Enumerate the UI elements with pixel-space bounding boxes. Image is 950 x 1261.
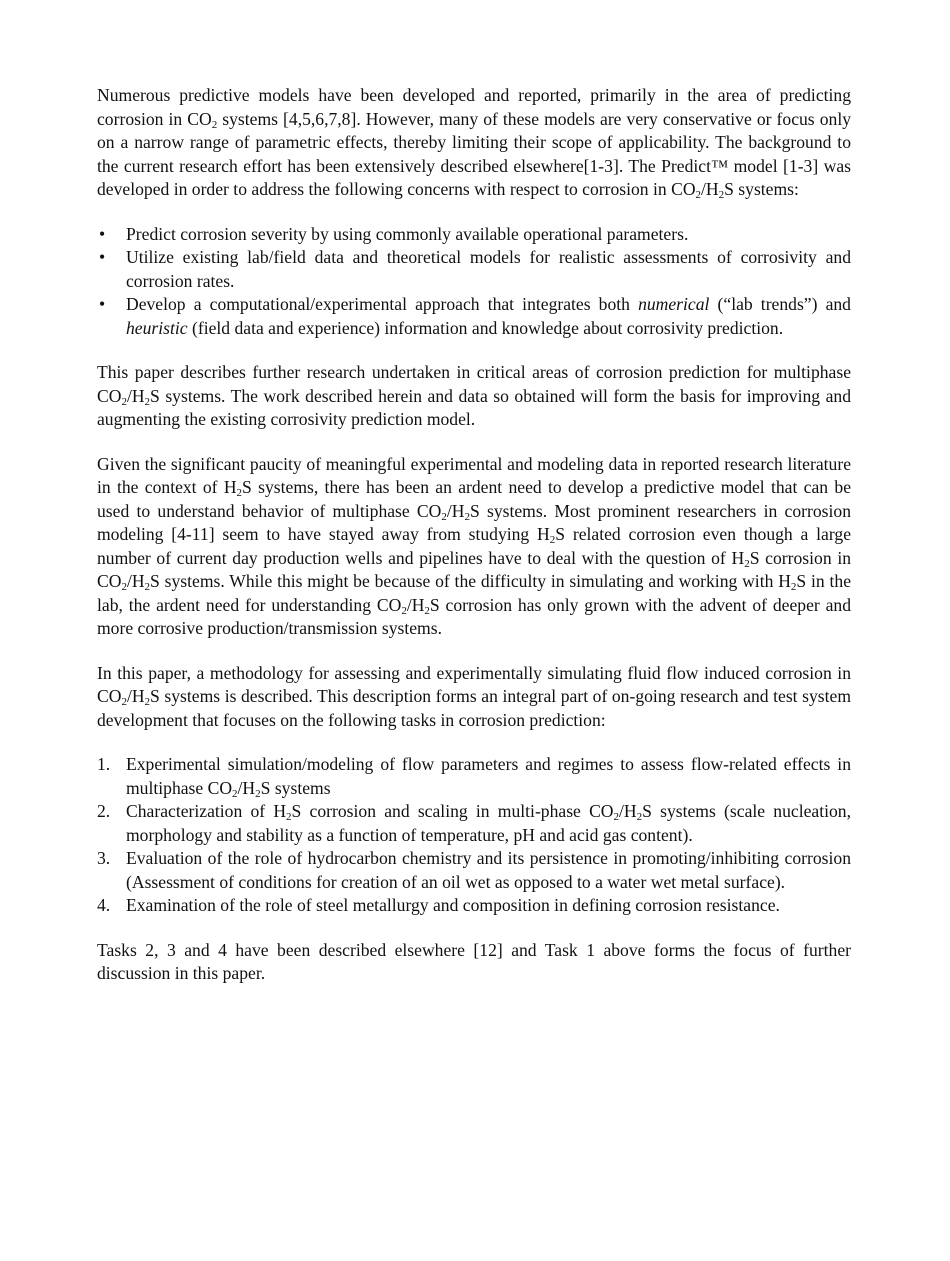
bullet-icon: • xyxy=(99,294,106,314)
text-run: /H xyxy=(619,801,637,821)
text-run: /H xyxy=(237,777,256,798)
text-run: S systems. While this might be because of the difficulty in simulating and working with H xyxy=(150,571,791,591)
text-run: S systems (scale nucleation, morphology and stability as a function of temperature, pH and acid gas content). xyxy=(126,801,851,845)
text-run: Given the significant paucity of meaningful experimental and modeling data in reported research literature in the context of H xyxy=(97,453,851,497)
text-run: /H xyxy=(406,594,425,615)
subscript-text: 2 xyxy=(790,581,797,593)
task-item xyxy=(97,753,851,800)
text-run: S systems xyxy=(260,777,331,798)
bullet-item xyxy=(97,293,851,340)
subscript-text: 2 xyxy=(121,581,127,593)
text-run: Evaluation of the role of hydrocarbon chemistry and its persistence in promoting/inhibiting corrosion (Assessment of conditions for creation of an oil wet as opposed to a water wet metal surface). xyxy=(126,848,851,892)
text-run: /H xyxy=(446,500,465,521)
text-run: (field data and experience) information and knowledge about corrosivity prediction. xyxy=(187,317,784,338)
bullet-icon: • xyxy=(99,247,106,267)
subscript-text: 2 xyxy=(441,510,447,523)
task-number: 1. xyxy=(97,754,111,774)
task-number: 3. xyxy=(97,848,111,868)
page-body xyxy=(97,84,851,986)
paragraph-paucity xyxy=(97,453,851,641)
bullet-text xyxy=(126,294,851,338)
text-run: systems [4,5,6,7,8]. However, many of these models are very conservative or focus only on a narrow range of parametric effects, thereby limiting their scope of applicability. The background to the current research effort has been extensively described elsewhere[1-3]. The Predict™ model [1-3] was developed in order to address the following concerns with respect to corrosion in CO xyxy=(97,108,851,199)
text-run: Experimental simulation/modeling of flow parameters and regimes to assess flow-related effects in multiphase CO xyxy=(126,754,851,798)
paragraph-gap xyxy=(97,340,851,361)
subscript-text: 2 xyxy=(144,581,151,593)
subscript-text: 2 xyxy=(121,395,127,408)
emphasis-text: heuristic xyxy=(126,317,188,338)
text-run: Utilize existing lab/field data and theoretical models for realistic assessments of corrosivity and corrosion rates. xyxy=(126,247,851,291)
text-run: /H xyxy=(126,571,145,591)
text-run: /H xyxy=(126,686,145,706)
subscript-text: 2 xyxy=(255,787,261,800)
task-text xyxy=(126,754,851,798)
text-run: Tasks 2, 3 and 4 have been described elsewhere [12] and Task 1 above forms the focus of further discussion in this paper. xyxy=(97,939,851,983)
text-run: /H xyxy=(126,385,145,406)
task-number: 4. xyxy=(97,895,111,915)
subscript-text: 2 xyxy=(613,811,620,823)
tasks-numbered-list xyxy=(97,753,851,918)
task-text xyxy=(126,895,780,915)
subscript-text: 2 xyxy=(232,787,238,800)
paragraph-gap xyxy=(97,202,851,223)
subscript-text: 2 xyxy=(401,604,407,617)
paragraph-intro xyxy=(97,84,851,202)
subscript-text: 2 xyxy=(211,118,218,131)
subscript-text: 2 xyxy=(144,395,151,408)
subscript-text: 2 xyxy=(464,510,470,523)
text-run: (“lab trends”) and xyxy=(709,294,851,314)
text-run: S systems is described. This description forms an integral part of on-going research and test system development that focuses on the following tasks in corrosion prediction: xyxy=(97,686,851,730)
subscript-text: 2 xyxy=(636,811,643,823)
text-run: S systems. The work described herein and data so obtained will form the basis for improving and augmenting the existing corrosivity prediction model. xyxy=(97,385,851,429)
bullet-text xyxy=(126,224,688,244)
text-run: Predict corrosion severity by using commonly available operational parameters. xyxy=(126,223,689,244)
subscript-text: 2 xyxy=(286,811,292,823)
task-text xyxy=(126,801,851,845)
paragraph-closing xyxy=(97,939,851,986)
paragraph-further-research xyxy=(97,361,851,432)
concerns-bullet-list xyxy=(97,223,851,341)
text-run: S systems: xyxy=(724,179,799,199)
task-number: 2. xyxy=(97,801,111,821)
text-run: Characterization of H xyxy=(126,801,287,821)
task-item xyxy=(97,894,851,918)
paragraph-gap xyxy=(97,641,851,662)
subscript-text: 2 xyxy=(695,189,702,201)
task-text xyxy=(126,848,851,892)
text-run: S systems. Most prominent researchers in corrosion modeling [4-11] seem to have stayed away from studying H xyxy=(97,500,851,544)
paragraph-gap xyxy=(97,432,851,453)
subscript-text: 2 xyxy=(144,696,151,708)
task-item xyxy=(97,800,851,847)
paragraph-gap xyxy=(97,918,851,939)
subscript-text: 2 xyxy=(121,696,127,708)
text-run: S related corrosion even though a large number of current day production wells and pipelines have to deal with the question of H xyxy=(97,524,851,568)
bullet-item xyxy=(97,246,851,293)
text-run: /H xyxy=(701,179,719,199)
text-run: S in the lab, the ardent need for understanding CO xyxy=(97,571,851,615)
task-item xyxy=(97,847,851,894)
subscript-text: 2 xyxy=(718,189,725,201)
subscript-text: 2 xyxy=(424,604,430,617)
paragraph-methodology xyxy=(97,662,851,733)
emphasis-text: numerical xyxy=(638,294,710,314)
text-run: S systems, there has been an ardent need to develop a predictive model that can be used to understand behavior of multiphase CO xyxy=(97,477,852,521)
subscript-text: 2 xyxy=(549,534,556,546)
text-run: Numerous predictive models have been developed and reported, primarily in the area of predicting corrosion in CO xyxy=(97,85,851,129)
text-run: S corrosion in CO xyxy=(97,547,851,591)
text-run: S corrosion and scaling in multi-phase CO xyxy=(291,801,614,821)
text-run: This paper describes further research undertaken in critical areas of corrosion prediction for multiphase CO xyxy=(97,362,851,406)
subscript-text: 2 xyxy=(236,487,243,499)
text-run: Examination of the role of steel metallurgy and composition in defining corrosion resistance. xyxy=(126,895,780,915)
text-run: In this paper, a methodology for assessing and experimentally simulating fluid flow induced corrosion in CO xyxy=(97,662,851,706)
text-run: S corrosion has only grown with the advent of deeper and more corrosive production/transmission systems. xyxy=(97,594,851,638)
bullet-text xyxy=(126,247,851,291)
bullet-icon: • xyxy=(99,223,106,244)
bullet-item xyxy=(97,223,851,247)
text-run: Develop a computational/experimental approach that integrates both xyxy=(126,294,639,314)
paragraph-gap xyxy=(97,732,851,753)
subscript-text: 2 xyxy=(744,557,750,570)
